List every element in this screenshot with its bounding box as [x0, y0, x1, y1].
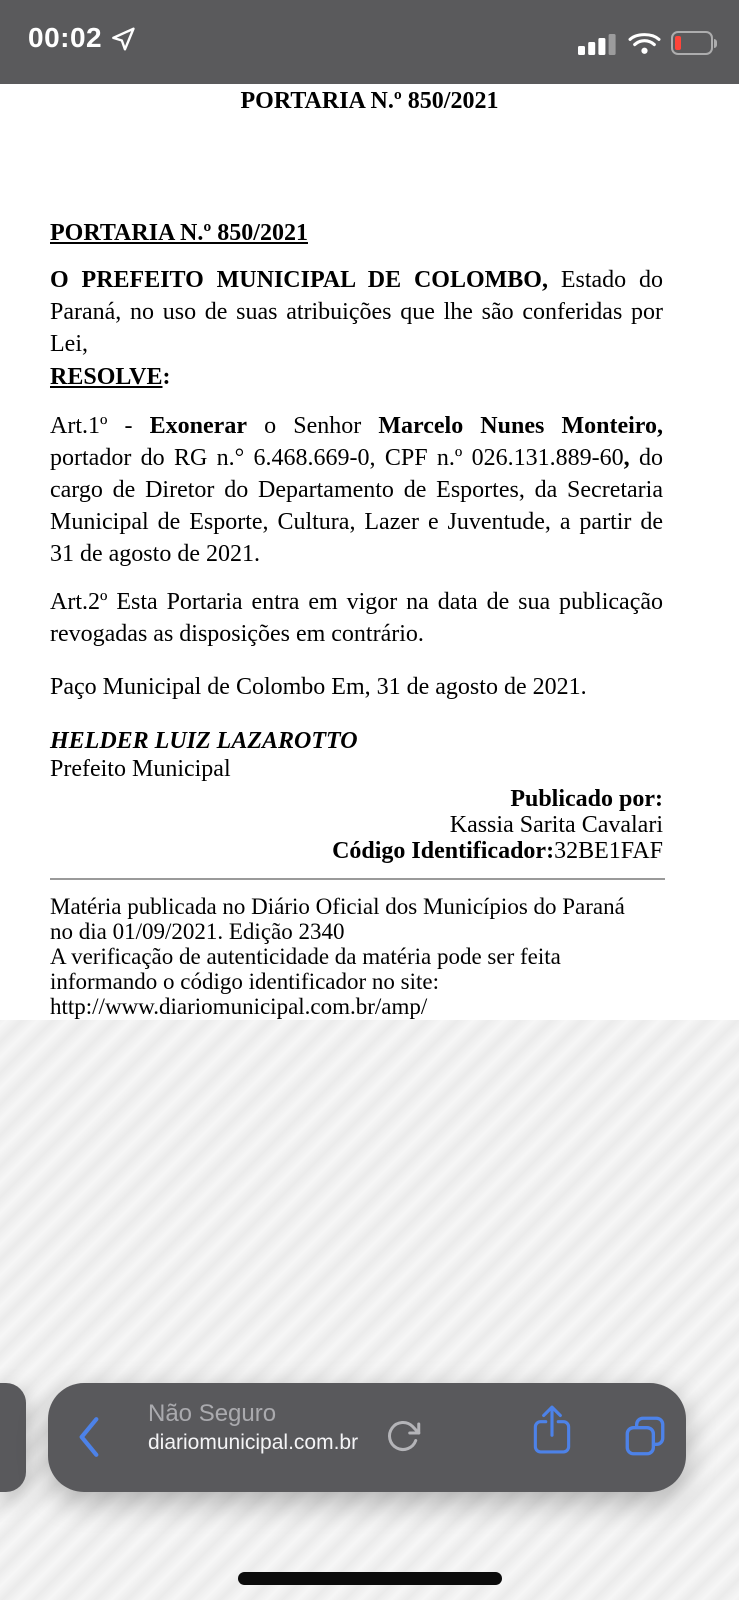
paragraph-art1: [50, 410, 663, 570]
tabs-button[interactable]: [620, 1411, 670, 1463]
back-button[interactable]: [74, 1415, 104, 1461]
share-icon: [532, 1403, 572, 1455]
url-label: diariomunicipal.com.br: [148, 1431, 359, 1454]
signature-name: HELDER LUIZ LAZAROTTO: [50, 728, 358, 754]
cellular-signal-icon: [578, 31, 618, 55]
reload-icon: [385, 1418, 421, 1454]
art1-text: o Senhor: [246, 413, 379, 439]
publication-footer: [50, 894, 663, 1019]
chevron-left-icon: [76, 1415, 102, 1459]
art1-exonerar-bold: Exonerar: [149, 413, 247, 439]
footer-line: A verificação de autenticidade da matéria pode ser feita: [50, 944, 561, 969]
status-bar-right: [578, 30, 717, 55]
location-arrow-icon: [110, 25, 137, 52]
paragraph-paco-municipal: Paço Municipal de Colombo Em, 31 de agosto de 2021.: [50, 674, 587, 700]
signature-role: Prefeito Municipal: [50, 756, 231, 782]
footer-line: no dia 01/09/2021. Edição 2340: [50, 919, 345, 944]
share-button[interactable]: [530, 1403, 574, 1457]
resolve-colon: :: [162, 364, 171, 390]
prefeito-bold: O PREFEITO MUNICIPAL DE COLOMBO,: [50, 267, 548, 293]
footer-line: Matéria publicada no Diário Oficial dos Municípios do Paraná: [50, 894, 625, 919]
art1-text: do cargo de Diretor do Departamento de Esportes, da Secretaria Municipal de Esporte, Cultura, Lazer e Juventude, a partir de 31 de agosto de 2021.: [50, 445, 663, 567]
document-page: [0, 84, 739, 1020]
wifi-icon: [628, 30, 661, 55]
published-by-name: Kassia Sarita Cavalari: [449, 812, 663, 838]
home-indicator[interactable]: [238, 1572, 502, 1585]
reload-button[interactable]: [384, 1417, 422, 1457]
battery-nub: [714, 39, 717, 48]
tabs-icon: [621, 1412, 669, 1460]
identifier-label: Código Identificador:: [332, 838, 555, 864]
address-bar[interactable]: [148, 1399, 398, 1457]
battery-level-low: [675, 36, 681, 50]
status-bar-left: [28, 22, 137, 54]
resolve-heading: [50, 364, 663, 391]
previous-tab-edge[interactable]: [0, 1383, 26, 1492]
footer-url: http://www.diariomunicipal.com.br/amp/: [50, 994, 428, 1019]
status-bar: [0, 0, 739, 84]
art1-text: portador do RG n.° 6.468.669-0, CPF n.º 026.131.889-60: [50, 445, 624, 471]
art1-text: Art.1º -: [50, 413, 150, 439]
paragraph-prefeito: [50, 264, 663, 360]
prefeito-rest: Estado do Paraná, no uso de suas atribuições que lhe são conferidas por Lei,: [50, 267, 664, 357]
battery-icon: [671, 31, 717, 55]
published-by-block: [50, 786, 663, 864]
page-title: PORTARIA N.º 850/2021: [240, 88, 499, 114]
divider-rule: [50, 878, 665, 880]
identifier-line: [50, 838, 663, 864]
published-by-label: Publicado por:: [510, 786, 663, 812]
portaria-heading: PORTARIA N.º 850/2021: [50, 220, 308, 246]
paragraph-art2: Art.2º Esta Portaria entra em vigor na data de sua publicação revogadas as disposições em contrário.: [50, 589, 663, 647]
safari-bottom-toolbar: [48, 1383, 686, 1492]
identifier-code: 32BE1FAF: [554, 838, 663, 864]
resolve-word: RESOLVE: [50, 364, 163, 390]
footer-line: informando o código identificador no site:: [50, 969, 439, 994]
art1-comma-bold: ,: [623, 445, 630, 471]
art1-name-bold: Marcelo Nunes Monteiro,: [378, 413, 663, 439]
security-label: Não Seguro: [148, 1400, 277, 1427]
status-time: 00:02: [28, 22, 103, 53]
